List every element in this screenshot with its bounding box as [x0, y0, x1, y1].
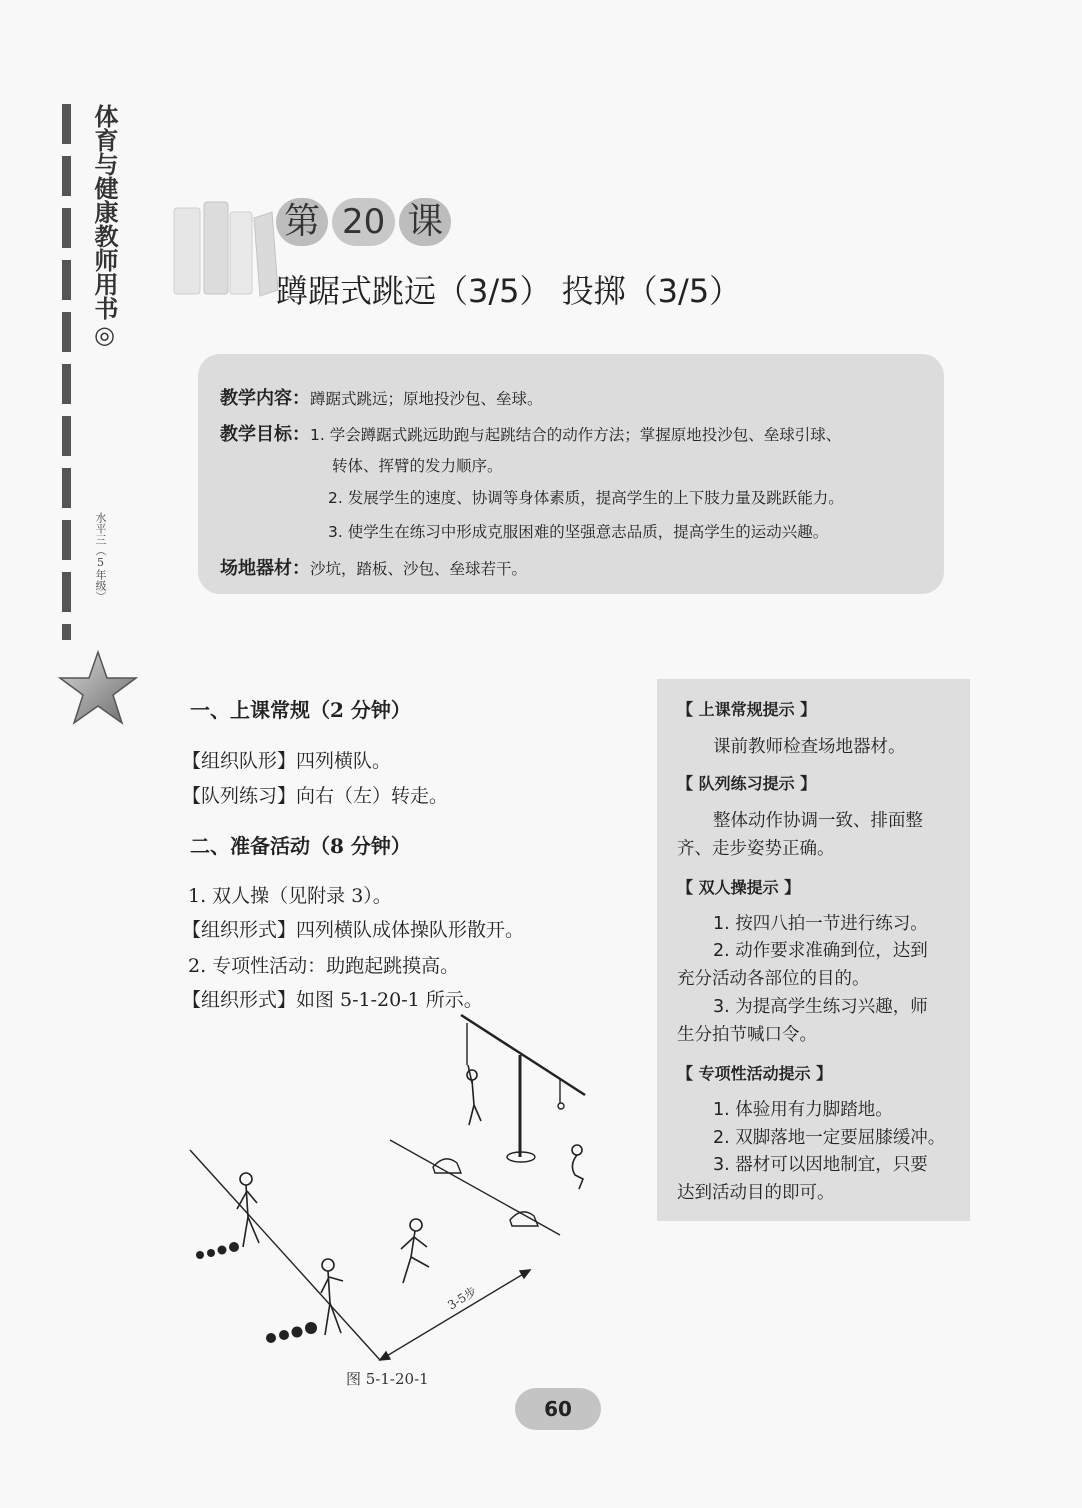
equipment-text: 沙坑，踏板、沙包、垒球若干。 — [310, 560, 528, 578]
goal-1: 1. 学会蹲踞式跳远助跑与起跳结合的动作方法；掌握原地投沙包、垒球引球、 — [310, 426, 842, 444]
goal-1-cont: 转体、挥臂的发力顺序。 — [332, 457, 503, 475]
goal-2: 2. 发展学生的速度、协调等身体素质，提高学生的上下肢力量及跳跃能力。 — [328, 489, 844, 507]
lesson-suffix: 课 — [399, 198, 451, 246]
figure-runner-head — [410, 1219, 422, 1231]
content-label: 教学内容： — [220, 388, 310, 409]
tip-heading-special: 【 专项性活动提示 】 — [677, 1064, 833, 1083]
sandbag-row-2 — [266, 1322, 317, 1343]
tip-special-text-d: 达到活动目的即可。 — [677, 1183, 835, 1203]
section-2-title: 二、准备活动（8 分钟） — [190, 834, 411, 858]
lesson-title: 蹲踞式跳远（3/5） 投掷（3/5） — [276, 272, 742, 310]
lesson-digits: 20 — [332, 198, 395, 246]
book-mark: ◎ — [90, 320, 119, 349]
book-title-vertical — [90, 104, 118, 349]
tip-special-text-a: 1. 体验用有力脚踏地。 — [713, 1100, 893, 1120]
equipment-label: 场地器材： — [220, 558, 310, 579]
equipment-row — [220, 554, 527, 580]
goal-label: 教学目标： — [220, 424, 310, 445]
tip-pair-text-a: 1. 按四八拍一节进行练习。 — [713, 914, 928, 934]
lesson-prefix: 第 — [276, 198, 328, 246]
s1-line-1: 【组织队形】四列横队。 — [182, 750, 392, 772]
grade-level-label: 水平三（5年级） — [94, 512, 107, 602]
s2-line-3: 2. 专项性活动：助跑起跳摸高。 — [188, 955, 460, 977]
books-icon — [168, 198, 280, 298]
goal-3: 3. 使学生在练习中形成克服困难的坚强意志品质，提高学生的运动兴趣。 — [328, 523, 829, 541]
figure-jumper-head — [467, 1070, 477, 1080]
step-arrow-head-1 — [520, 1270, 530, 1278]
step-label: 3-5步 — [445, 1284, 480, 1313]
tip-drill-text-b: 齐、走步姿势正确。 — [677, 839, 835, 859]
section-1-title: 一、上课常规（2 分钟） — [190, 698, 411, 722]
tip-pair-text-d: 3. 为提高学生练习兴趣，师 — [713, 997, 928, 1017]
tip-special-text-c: 3. 器材可以因地制宜，只要 — [713, 1155, 928, 1175]
step-arrow-line — [380, 1270, 530, 1360]
s2-line-2: 【组织形式】四列横队成体操队形散开。 — [182, 919, 525, 941]
tip-special-text-b: 2. 双脚落地一定要屈膝缓冲。 — [713, 1128, 946, 1148]
figure-standing-1-head — [240, 1173, 252, 1185]
book-title: 体育与健康教师用书 — [90, 104, 119, 320]
lane-line-right — [390, 1140, 560, 1235]
tips-panel — [657, 679, 970, 1221]
page-number: 60 — [515, 1388, 601, 1430]
figure-crouch-head — [572, 1145, 582, 1155]
cross-bar — [461, 1015, 585, 1095]
s1-line-2: 【队列练习】向右（左）转走。 — [182, 785, 449, 807]
tip-heading-pair: 【 双人操提示 】 — [677, 878, 801, 897]
star-icon — [58, 650, 138, 726]
tip-pair-text-b: 2. 动作要求准确到位，达到 — [713, 941, 928, 961]
lesson-number — [276, 196, 451, 248]
s2-line-4: 【组织形式】如图 5-1-20-1 所示。 — [182, 989, 483, 1011]
tip-routine-text: 课前教师检查场地器材。 — [713, 737, 906, 757]
takeoff-board-2 — [510, 1212, 538, 1226]
sandbag-row-1 — [196, 1242, 239, 1259]
figure-caption: 图 5-1-20-1 — [346, 1370, 429, 1388]
step-arrow-head-2 — [380, 1352, 390, 1360]
content-text: 蹲踞式跳远；原地投沙包、垒球。 — [310, 390, 543, 408]
hanging-ball — [558, 1103, 564, 1109]
figure-standing-2-head — [322, 1259, 334, 1271]
lane-line-left — [190, 1150, 380, 1360]
tip-heading-drill: 【 队列练习提示 】 — [677, 774, 817, 793]
s2-line-1: 1. 双人操（见附录 3）。 — [188, 885, 392, 907]
jump-touch-illustration — [185, 1005, 605, 1370]
tip-pair-text-c: 充分活动各部位的目的。 — [677, 969, 870, 989]
tip-drill-text-a: 整体动作协调一致、排面整 — [713, 811, 923, 831]
teaching-info-box — [198, 354, 944, 594]
tip-heading-routine: 【 上课常规提示 】 — [677, 700, 817, 719]
tip-pair-text-e: 生分拍节喊口令。 — [677, 1025, 817, 1045]
goal-row — [220, 420, 841, 446]
content-row — [220, 384, 543, 410]
margin-dash-bar — [62, 104, 71, 640]
